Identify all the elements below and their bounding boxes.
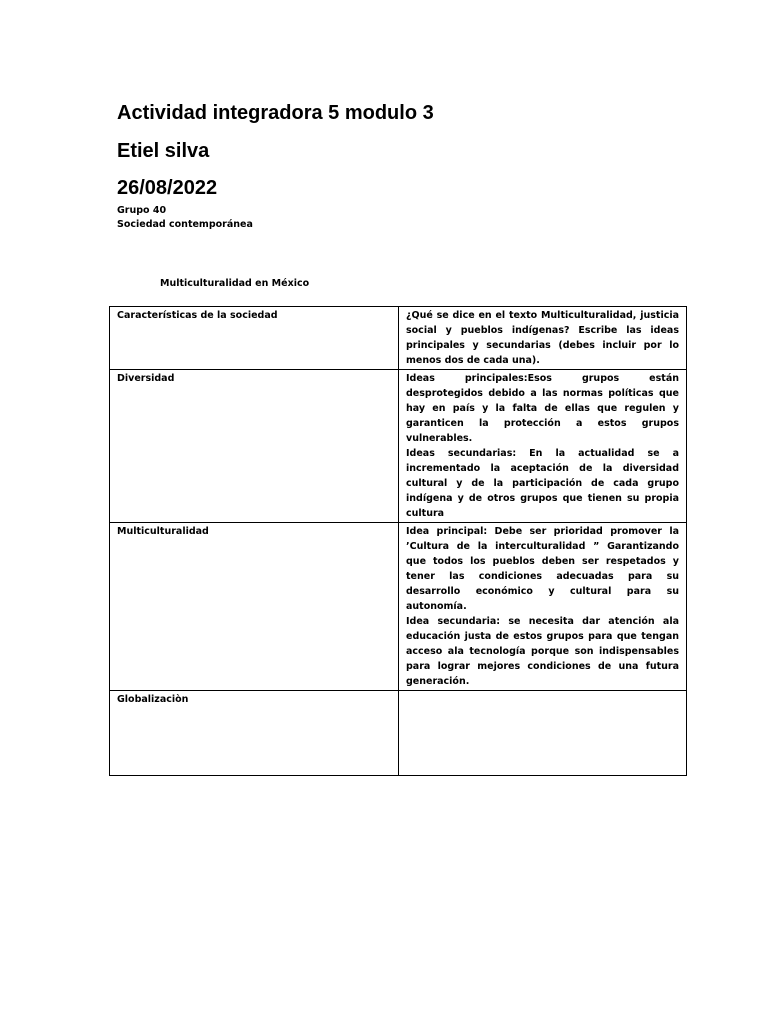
row-label: Multiculturalidad	[117, 526, 209, 537]
row-label-cell	[110, 691, 399, 776]
row-content-paragraph: ¿Qué se dice en el texto Multiculturalidad, justicia social y pueblos indígenas? Escribe las ideas principales y secundarias (debes incluir por lo menos dos de cada una).	[406, 310, 679, 366]
document-date: 26/08/2022	[117, 177, 218, 199]
author-name: Etiel silva	[117, 140, 210, 162]
row-label: Diversidad	[117, 373, 175, 384]
subject-label: Sociedad contemporánea	[117, 219, 253, 230]
row-label-cell	[110, 370, 399, 523]
row-label-cell	[110, 307, 399, 370]
row-content-cell	[399, 307, 687, 370]
row-content-cell	[399, 370, 687, 523]
table-row-header	[110, 307, 687, 370]
table-caption: Multiculturalidad en México	[160, 278, 310, 289]
activity-table	[109, 306, 687, 776]
row-content-paragraph: Ideas principales:Esos grupos están desprotegidos debido a las normas políticas que hay en país y la falta de ellas que regulen y garanticen la protección a estos grupos vulnerables.	[406, 373, 679, 444]
group-label: Grupo 40	[117, 205, 167, 216]
row-content-paragraph: Idea secundaria: se necesita dar atención ala educación justa de estos grupos para que tengan acceso ala tecnología porque son indispensables para lograr mejores condiciones de una futura generación.	[406, 616, 679, 687]
document-title: Actividad integradora 5 modulo 3	[117, 102, 434, 124]
row-content-paragraph: Idea principal: Debe ser prioridad promover la ’Cultura de la interculturalidad ” Garantizando que todos los pueblos deben ser respetados y tener las condiciones adecuadas para su desarrollo económico y cultural para su autonomía.	[406, 526, 679, 612]
row-content-paragraph: Ideas secundarias: En la actualidad se a incrementado la aceptación de la diversidad cultural y de la participación de cada grupo indígena y de otros grupos que tienen su propia cultura	[406, 448, 679, 519]
table-row-globalizacion	[110, 691, 687, 776]
row-content-cell	[399, 523, 687, 691]
table-row-diversidad	[110, 370, 687, 523]
row-content-cell-empty	[399, 691, 687, 776]
row-label: Características de la sociedad	[117, 310, 278, 321]
table-row-multiculturalidad	[110, 523, 687, 691]
row-label-cell	[110, 523, 399, 691]
row-label: Globalizaciòn	[117, 694, 189, 705]
